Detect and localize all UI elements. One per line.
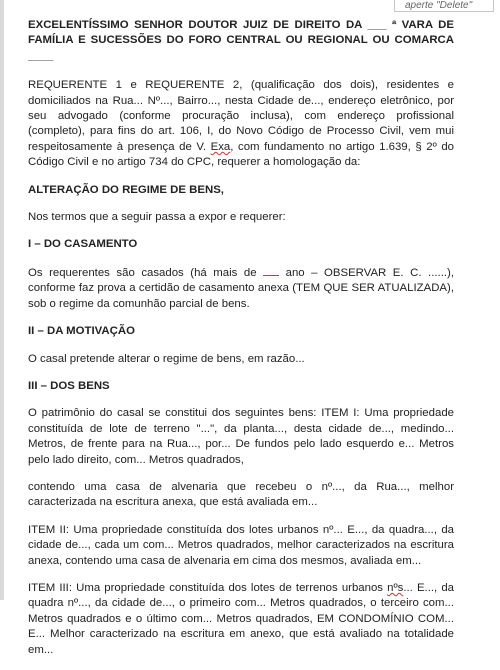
item-3-text-2: ... E..., da quadra nº..., da cidade de..., o primeiro com... Metros quadrados, o terceiro com... Metros quadrados e o último com... Metros quadrados, EM CONDOMÍNIO COM... E... Melhor caracterizado na escritura em anexo, que está avaliado na totalidade em... — [28, 581, 455, 656]
years-blank-field[interactable] — [263, 265, 279, 276]
delete-hint-box: aperte "Delete" — [394, 0, 494, 12]
page-margin-rule — [0, 0, 4, 600]
section-3-item-1-paragraph: O patrimônio do casal se constitui dos seguintes bens: ITEM I: Uma propriedade constituída de lote de terreno "...", da planta..., desta cidade de..., medindo... Metros, de frente para na Rua..., por... De fundos pelo lado esquerdo e... Metros pelo lado direito, com... Metros quadrados, — [28, 407, 454, 466]
intro-paragraph — [28, 78, 454, 170]
section-2-heading: II – DA MOTIVAÇÃO — [28, 325, 135, 338]
item-3-nos: nºs — [387, 581, 404, 594]
section-3-heading: III – DOS BENS — [28, 379, 110, 392]
lead-paragraph: Nos termos que a seguir passa a expor e requerer: — [28, 211, 286, 224]
section-1-text-1: Os requerentes são casados (há mais de — [28, 266, 264, 279]
intro-exa: Exa — [210, 140, 231, 153]
section-3-item-2-paragraph: ITEM II: Uma propriedade constituída dos lotes urbanos nº... E..., da quadra..., da cidade de..., cada um com... Metros quadrados, melhor caracterizados na escritura anexa, contendo uma casa de alvenaria em cima dos mesmos, avaliada em... — [28, 523, 454, 567]
section-1-text-2: ano – OBSERVAR E. C. ......), conforme faz prova a certidão de casamento anexa (TEM QUE SER ATUALIZADA), sob o regime da comunhão parcial de bens. — [28, 266, 454, 310]
section-3-item-3-paragraph — [28, 581, 454, 658]
section-2-paragraph: O casal pretende alterar o regime de bens, em razão... — [28, 352, 305, 365]
section-1-heading: I – DO CASAMENTO — [28, 238, 138, 251]
section-3-house-paragraph: contendo uma casa de alvenaria que recebeu o nº..., da Rua..., melhor caracterizada na escritura anexa, que está avaliada em... — [28, 480, 454, 509]
petition-title: ALTERAÇÃO DO REGIME DE BENS, — [28, 183, 224, 196]
document-body[interactable] — [28, 18, 454, 670]
intro-text-2: , com fundamento no artigo 1.639, § 2º do Código Civil e no artigo 734 do CPC, requerer a homologação da: — [28, 140, 454, 169]
court-address-heading: EXCELENTÍSSIMO SENHOR DOUTOR JUIZ DE DIREITO DA ___ ª VARA DE FAMÍLIA E SUCESSÕES DO FORO CENTRAL OU REGIONAL OU COMARCA ____ — [28, 19, 454, 62]
section-1-paragraph — [28, 265, 454, 312]
intro-text-1: REQUERENTE 1 e REQUERENTE 2, (qualificação dos dois), residentes e domiciliados na Rua... Nº..., Bairro..., nesta Cidade de..., endereço eletrônico, por seu advogado (conforme procuração inclusa), com endereço profissional (completo), para fins do art. 106, I, do Novo Código de Processo Civil, vem mui respeitosamente à presença de V. — [28, 79, 454, 153]
item-3-text-1: ITEM III: Uma propriedade constituída dos lotes de terrenos urbanos — [28, 581, 388, 594]
